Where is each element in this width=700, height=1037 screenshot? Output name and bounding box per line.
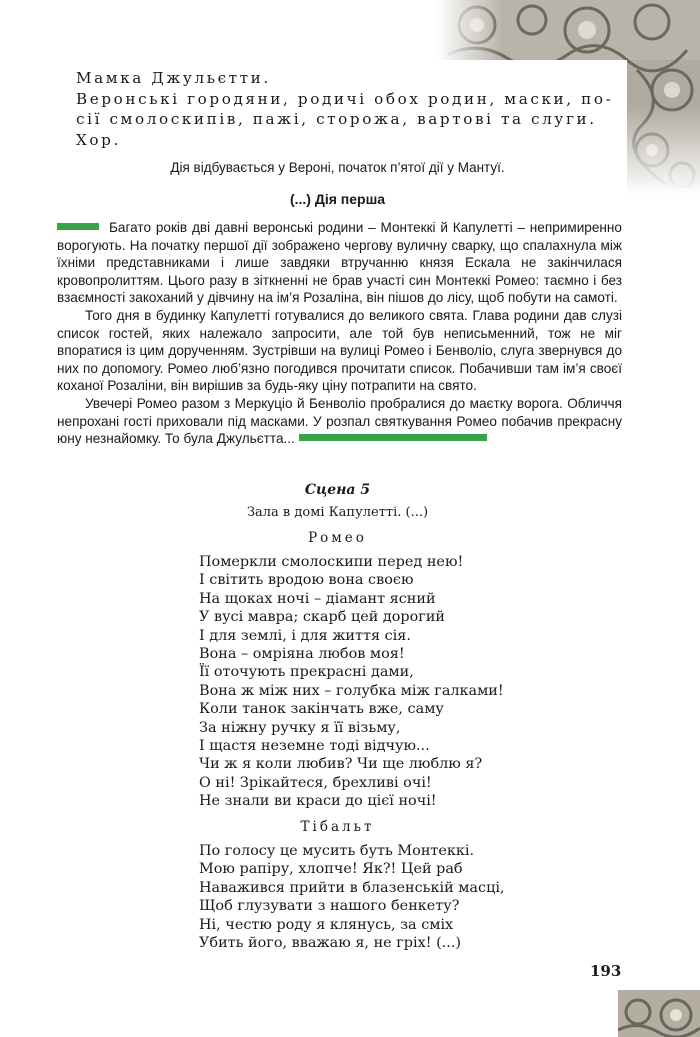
speaker-romeo: Ромео [308, 530, 367, 546]
act-summary [57, 219, 622, 448]
green-bar-start [57, 223, 99, 230]
cast-line: Хор. [76, 130, 121, 149]
verse-line: Її оточують прекрасні дами, [199, 664, 414, 681]
verse-line: У вусі мавра; скарб цей дорогий [199, 609, 446, 626]
verse-line: Наважився прийти в блазенській масці, [199, 879, 505, 896]
verse-line: Коли танок закінчать вже, саму [199, 701, 444, 718]
romeo-verse [199, 553, 619, 811]
verse-line: За ніжну ручку я її візьму, [199, 719, 401, 736]
green-bar-end [299, 434, 487, 441]
verse-line: По голосу це мусить буть Монтеккі. [199, 843, 475, 859]
ornament-bottom-right [618, 990, 700, 1037]
summary-paragraph: Того дня в будинку Капулетті готувалися до великого свята. Глава родини дав слузі список гостей, яких належало запросити, але той був неписьменний, тож не міг впоратися із цим дорученням. Зустрівши на вулиці Ромео і Бенволіо, слуга звернувся до них по допомогу. Ромео люб’язно погодився прочитати список. Побачивши там ім’я своєї коханої Розаліни, він вирішив за будь-яку ціну потрапити на свято. [57, 307, 622, 394]
cast-line: Веронські городяни, родичі обох родин, маски, по- [76, 89, 614, 108]
speaker-tybalt: Тібальт [300, 819, 375, 835]
verse-line: Ні, честю роду я клянусь, за сміх [199, 916, 454, 933]
verse-line: О ні! Зрікайтеся, брехливі очі! [199, 774, 432, 791]
ornament-pattern-icon [618, 990, 700, 1037]
verse-line: Померкли смолоскипи перед нею! [199, 554, 464, 570]
verse-line: Вона ж між них – голубка між галками! [199, 682, 504, 699]
tybalt-verse [199, 842, 619, 952]
summary-text: Увечері Ромео разом з Меркуціо й Бенволіо пробралися до маєтку ворога. Обличчя непрохані гості приховали під масками. У розпал святкування Ромео побачив прекрасну юну незнайомку. То була Джульєтта... [57, 395, 622, 447]
verse-line: Убить його, вважаю я, не гріх! (...) [199, 935, 462, 952]
verse-line: Мою рапіру, хлопче! Як?! Цей раб [199, 861, 463, 878]
verse-line: Щоб глузувати з нашого бенкету? [199, 898, 460, 915]
cast-line: сії смолоскипів, пажі, сторожа, вартові та слуги. [76, 110, 597, 128]
verse-line: І світить вродою вона своєю [199, 572, 414, 589]
cast-list [76, 68, 616, 150]
setting-note: Дія відбувається у Вероні, початок п’ятої дії у Мантуї. [170, 160, 505, 175]
act-title: (...) Дія перша [289, 191, 386, 207]
summary-paragraph [57, 219, 622, 307]
cast-line: Мамка Джульєтти. [76, 69, 271, 87]
verse-line: На щоках ночі – діамант ясний [199, 590, 436, 607]
summary-paragraph [57, 395, 622, 448]
verse-line: Не знали ви краси до цієї ночі! [199, 793, 437, 810]
verse-line: Чи ж я коли любив? Чи ще люблю я? [199, 756, 483, 773]
verse-line: І щастя неземне тоді відчую... [199, 738, 430, 755]
scene-title: Сцена 5 [304, 482, 371, 498]
summary-text: Багато років дві давні веронські родини – Монтеккі й Капулетті – непримиренно ворогують. На початку першої дії зображено чергову вуличну сварку, що спалахнула між їхніми представниками і лише завдяки втручанню князя Ескала не закінчилася кровопролиттям. Цього разу в зіткненні не брав участі син Монтеккі Ромео: таємно і без взаємності закоханий у дівчину на ім’я Розаліна, він пішов до лісу, щоб побути на самоті. [57, 220, 622, 306]
scene-place: Зала в домі Капулетті. (...) [246, 505, 429, 520]
verse-line: Вона – омріяна любов моя! [199, 646, 405, 663]
verse-line: І для землі, і для життя сія. [199, 627, 411, 644]
page-number: 193 [590, 962, 622, 980]
